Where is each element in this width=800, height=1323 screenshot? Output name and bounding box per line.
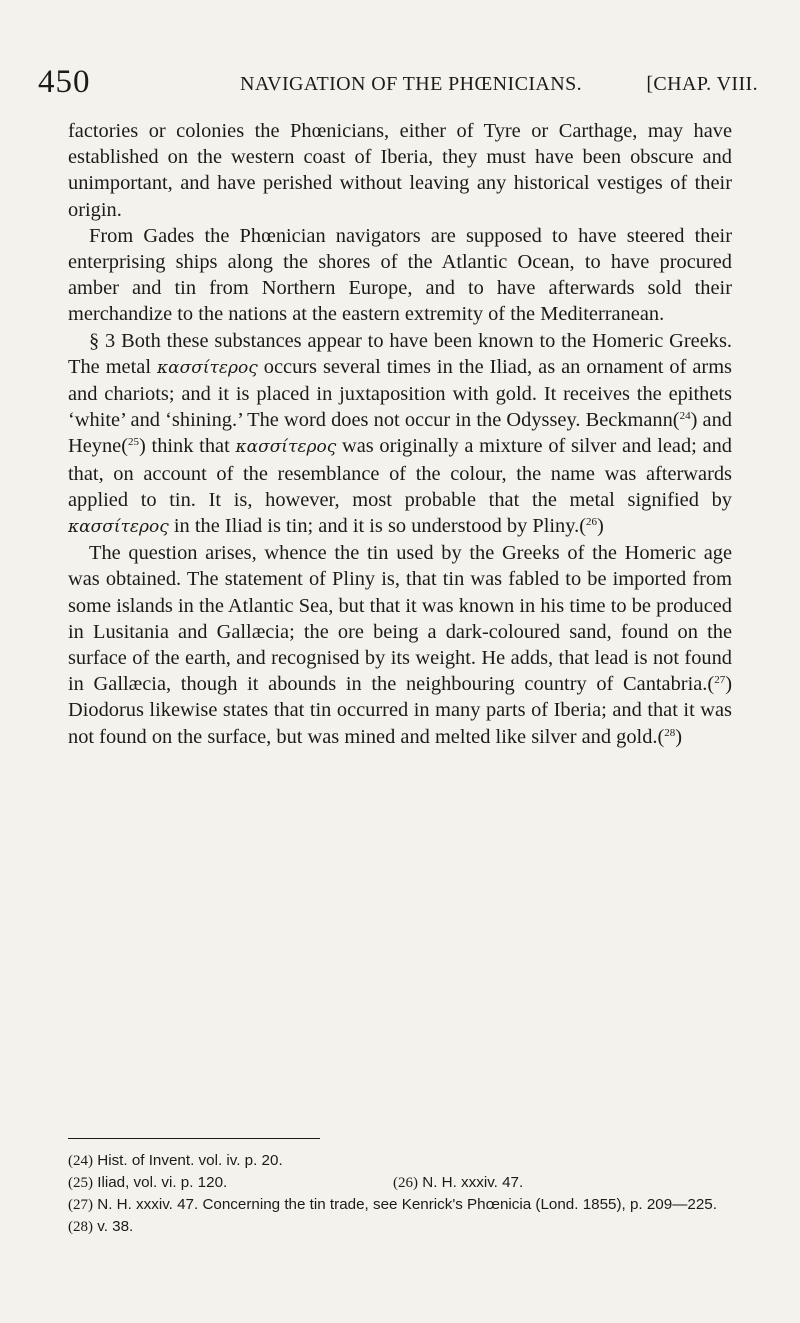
greek-word: κασσίτερος [157, 357, 258, 378]
p4-text-c: ) [675, 725, 683, 748]
footnote-28 [68, 1216, 732, 1238]
footnote-27 [68, 1194, 732, 1216]
footnote-number: (24) [68, 1153, 93, 1169]
greek-word: κασσίτερος [68, 517, 169, 538]
footnote-number: (28) [68, 1219, 93, 1235]
footnote-text: Hist. of Invent. vol. iv. p. 20. [97, 1152, 283, 1169]
p4-text-b: ) Diodorus likewise states that tin occurred in many parts of Iberia; and that it was not found on the surface, but was mined and melted like silver and gold.( [68, 673, 732, 748]
footnote-ref-28[interactable]: 28 [664, 726, 676, 739]
footnote-24 [68, 1150, 732, 1172]
footnote-ref-24[interactable]: 24 [679, 410, 691, 423]
footnote-ref-26[interactable]: 26 [586, 516, 598, 529]
p4-text-a: The question arises, whence the tin used by the Greeks of the Homeric age was obtained. The statement of Pliny is, that tin was fabled to be imported from some islands in the Atlantic Sea, but that it was known in his time to be produced in Lusitania and Gallæcia; the ore being a dark-coloured sand, found on the surface of the earth, and recognised by its weight. He adds, that lead is not found in Gallæcia, though it abounds in the neighbouring country of Cantabria.( [68, 542, 732, 696]
paragraph-2: From Gades the Phœnician navigators are supposed to have steered their enterprising ships along the shores of the Atlantic Ocean, to have procured amber and tin from Northern Europe, and to have afterwards sold their merchandize to the nations at the eastern extremity of the Mediterranean. [68, 224, 732, 326]
body-text [68, 118, 732, 750]
footnote-26 [393, 1172, 523, 1194]
footnote-number: (27) [68, 1197, 93, 1213]
paragraph-3 [68, 328, 732, 541]
footnote-25 [68, 1174, 227, 1191]
footnote-ref-27[interactable]: 27 [714, 674, 726, 687]
p3-text-e: was originally a mixture of silver and lead; and that, on account of the resemblance of the colour, the name was afterwards applied to tin. It is, however, most probable that the metal signified by [68, 435, 733, 511]
footnote-number: (26) [393, 1175, 418, 1191]
p3-text-g: ) [597, 515, 604, 538]
footnote-text: N. H. xxxiv. 47. Concerning the tin trade, see Kenrick's Phœnicia (Lond. 1855), p. 209—225. [97, 1196, 717, 1213]
p3-text-f: in the Iliad is tin; and it is so understood by Pliny.( [168, 515, 587, 538]
chapter-label: [CHAP. VIII. [646, 73, 758, 95]
footnotes [68, 1150, 732, 1238]
p3-text-a: § 3 Both these substances appear to have been known to the Homeric Greeks. The metal [68, 329, 732, 378]
p3-text-b: occurs several times in the Iliad, as an ornament of arms and chariots; and it is placed in juxtaposition with gold. It receives the epithets ‘white’ and ‘shining.’ The word does not occur in the Odyssey. Beckmann( [68, 355, 732, 432]
paragraph-4 [68, 540, 732, 750]
footnote-divider [68, 1138, 320, 1139]
paragraph-1: factories or colonies the Phœnicians, either of Tyre or Carthage, may have established on the western coast of Iberia, they must have been obscure and unimportant, and have perished without leaving any historical vestiges of their origin. [68, 120, 732, 221]
footnote-row-25-26 [68, 1172, 732, 1194]
footnote-number: (25) [68, 1175, 93, 1191]
footnote-text: Iliad, vol. vi. p. 120. [97, 1174, 228, 1191]
footnote-text: v. 38. [97, 1218, 134, 1235]
footnote-text: N. H. xxxiv. 47. [422, 1174, 524, 1191]
greek-word: κασσίτερος [235, 437, 337, 458]
page-number: 450 [38, 64, 91, 100]
p3-text-d: ) think that [139, 435, 236, 458]
running-title: NAVIGATION OF THE PHŒNICIANS. [240, 73, 582, 95]
footnote-ref-25[interactable]: 25 [128, 436, 140, 449]
p3-text-c: ) and Heyne( [68, 409, 732, 458]
running-header [38, 64, 758, 104]
